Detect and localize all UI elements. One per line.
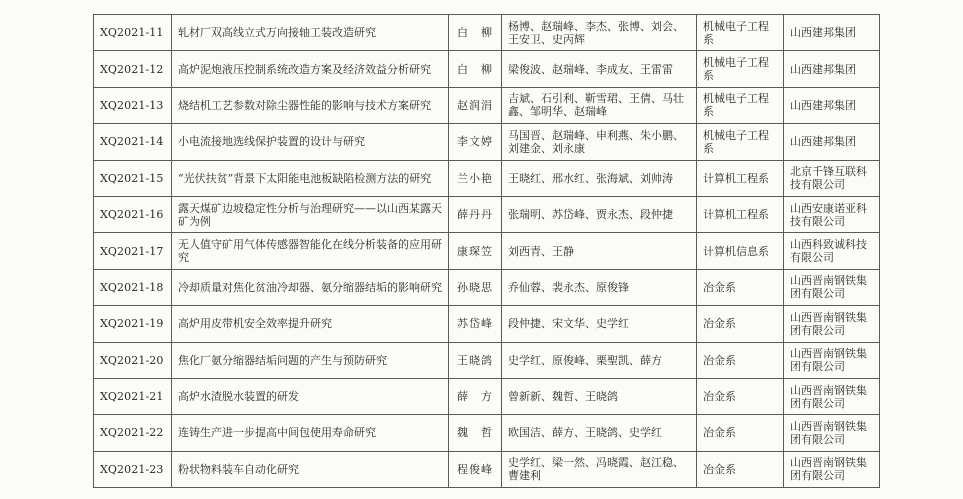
project-title: 粉状物料装车自动化研究 bbox=[172, 451, 449, 487]
project-partner: 山西晋南钢铁集团有限公司 bbox=[784, 415, 880, 451]
project-partner: 山西建邦集团 bbox=[784, 15, 880, 51]
project-department: 冶金系 bbox=[697, 269, 784, 305]
project-title: 轧材厂双高线立式万向接轴工装改造研究 bbox=[172, 15, 449, 51]
project-lead: 康琛笠 bbox=[449, 233, 502, 269]
project-partner: 山西晋南钢铁集团有限公司 bbox=[784, 451, 880, 487]
project-title: 露天煤矿边坡稳定性分析与治理研究——以山西某露天矿为例 bbox=[172, 196, 449, 232]
project-lead: 兰小艳 bbox=[449, 160, 502, 196]
project-title: 焦化厂氨分缩器结垢问题的产生与预防研究 bbox=[172, 342, 449, 378]
project-table-body bbox=[94, 15, 880, 488]
table-row bbox=[94, 51, 880, 87]
table-row bbox=[94, 160, 880, 196]
project-code: XQ2021-23 bbox=[94, 451, 172, 487]
project-code: XQ2021-19 bbox=[94, 306, 172, 342]
project-code: XQ2021-17 bbox=[94, 233, 172, 269]
project-partner: 山西晋南钢铁集团有限公司 bbox=[784, 342, 880, 378]
table-row bbox=[94, 415, 880, 451]
table-row bbox=[94, 124, 880, 160]
project-lead: 薛丹丹 bbox=[449, 196, 502, 232]
table-row bbox=[94, 233, 880, 269]
project-department: 冶金系 bbox=[697, 415, 784, 451]
project-members: 曾新新、魏哲、王晓鸽 bbox=[502, 378, 697, 414]
project-title: “光伏扶贫”背景下太阳能电池板缺陷检测方法的研究 bbox=[172, 160, 449, 196]
project-members: 史学红、梁一然、冯晓霞、赵江稳、曹建利 bbox=[502, 451, 697, 487]
project-members: 段仲捷、宋文华、史学红 bbox=[502, 306, 697, 342]
project-code: XQ2021-11 bbox=[94, 15, 172, 51]
project-department: 冶金系 bbox=[697, 306, 784, 342]
project-lead: 白 柳 bbox=[449, 15, 502, 51]
project-title: 高炉用皮带机安全效率提升研究 bbox=[172, 306, 449, 342]
project-lead: 赵润涓 bbox=[449, 87, 502, 123]
project-code: XQ2021-20 bbox=[94, 342, 172, 378]
project-code: XQ2021-13 bbox=[94, 87, 172, 123]
project-department: 机械电子工程系 bbox=[697, 51, 784, 87]
project-members: 史学红、原俊峰、栗聖凯、薛方 bbox=[502, 342, 697, 378]
project-title: 小电流接地选线保护装置的设计与研究 bbox=[172, 124, 449, 160]
table-row bbox=[94, 451, 880, 487]
project-partner: 山西晋南钢铁集团有限公司 bbox=[784, 378, 880, 414]
project-department: 冶金系 bbox=[697, 451, 784, 487]
project-table bbox=[93, 14, 880, 488]
project-department: 冶金系 bbox=[697, 378, 784, 414]
project-title: 连铸生产进一步提高中间包使用寿命研究 bbox=[172, 415, 449, 451]
project-members: 刘西青、王静 bbox=[502, 233, 697, 269]
project-members: 张瑞明、苏岱峰、贾永杰、段仲捷 bbox=[502, 196, 697, 232]
project-code: XQ2021-21 bbox=[94, 378, 172, 414]
project-title: 无人值守矿用气体传感器智能化在线分析装备的应用研究 bbox=[172, 233, 449, 269]
project-department: 机械电子工程系 bbox=[697, 15, 784, 51]
project-lead: 苏岱峰 bbox=[449, 306, 502, 342]
project-partner: 山西晋南钢铁集团有限公司 bbox=[784, 306, 880, 342]
project-department: 机械电子工程系 bbox=[697, 124, 784, 160]
project-lead: 王晓鸽 bbox=[449, 342, 502, 378]
project-partner: 山西晋南钢铁集团有限公司 bbox=[784, 269, 880, 305]
project-members: 欧国洁、薛方、王晓鸽、史学红 bbox=[502, 415, 697, 451]
project-department: 计算机工程系 bbox=[697, 196, 784, 232]
project-code: XQ2021-14 bbox=[94, 124, 172, 160]
project-partner: 山西建邦集团 bbox=[784, 87, 880, 123]
project-code: XQ2021-12 bbox=[94, 51, 172, 87]
project-lead: 魏 哲 bbox=[449, 415, 502, 451]
project-lead: 程俊峰 bbox=[449, 451, 502, 487]
project-title: 高炉水渣脱水装置的研发 bbox=[172, 378, 449, 414]
project-lead: 薛 方 bbox=[449, 378, 502, 414]
project-members: 吉斌、石引利、靳雪珺、王倩、马壮鑫、邹明华、赵瑞峰 bbox=[502, 87, 697, 123]
project-partner: 北京千锋互联科技有限公司 bbox=[784, 160, 880, 196]
table-row bbox=[94, 87, 880, 123]
project-department: 冶金系 bbox=[697, 342, 784, 378]
project-members: 乔仙蓉、裴永杰、原俊锋 bbox=[502, 269, 697, 305]
project-department: 计算机信息系 bbox=[697, 233, 784, 269]
project-members: 杨博、赵瑞峰、李杰、张博、刘会、王安卫、史丙辉 bbox=[502, 15, 697, 51]
project-partner: 山西建邦集团 bbox=[784, 51, 880, 87]
project-code: XQ2021-15 bbox=[94, 160, 172, 196]
project-title: 冷却质量对焦化贫油冷却器、氨分缩器结垢的影响研究 bbox=[172, 269, 449, 305]
project-members: 梁俊波、赵瑞峰、李成友、王雷雷 bbox=[502, 51, 697, 87]
project-partner: 山西安康诺亚科技有限公司 bbox=[784, 196, 880, 232]
project-lead: 李文婷 bbox=[449, 124, 502, 160]
table-row bbox=[94, 269, 880, 305]
project-members: 马国晋、赵瑞峰、申利燕、朱小鹏、刘建金、刘永康 bbox=[502, 124, 697, 160]
project-department: 机械电子工程系 bbox=[697, 87, 784, 123]
project-title: 烧结机工艺参数对除尘器性能的影响与技术方案研究 bbox=[172, 87, 449, 123]
project-lead: 白 柳 bbox=[449, 51, 502, 87]
project-code: XQ2021-18 bbox=[94, 269, 172, 305]
table-row bbox=[94, 342, 880, 378]
table-row bbox=[94, 15, 880, 51]
table-row bbox=[94, 306, 880, 342]
table-row bbox=[94, 196, 880, 232]
project-members: 王晓红、邢水红、张海斌、刘帅涛 bbox=[502, 160, 697, 196]
project-code: XQ2021-16 bbox=[94, 196, 172, 232]
project-department: 计算机工程系 bbox=[697, 160, 784, 196]
project-lead: 孙晓思 bbox=[449, 269, 502, 305]
table-row bbox=[94, 378, 880, 414]
project-partner: 山西建邦集团 bbox=[784, 124, 880, 160]
project-title: 高炉泥炮液压控制系统改造方案及经济效益分析研究 bbox=[172, 51, 449, 87]
project-partner: 山西科致诚科技有限公司 bbox=[784, 233, 880, 269]
project-code: XQ2021-22 bbox=[94, 415, 172, 451]
